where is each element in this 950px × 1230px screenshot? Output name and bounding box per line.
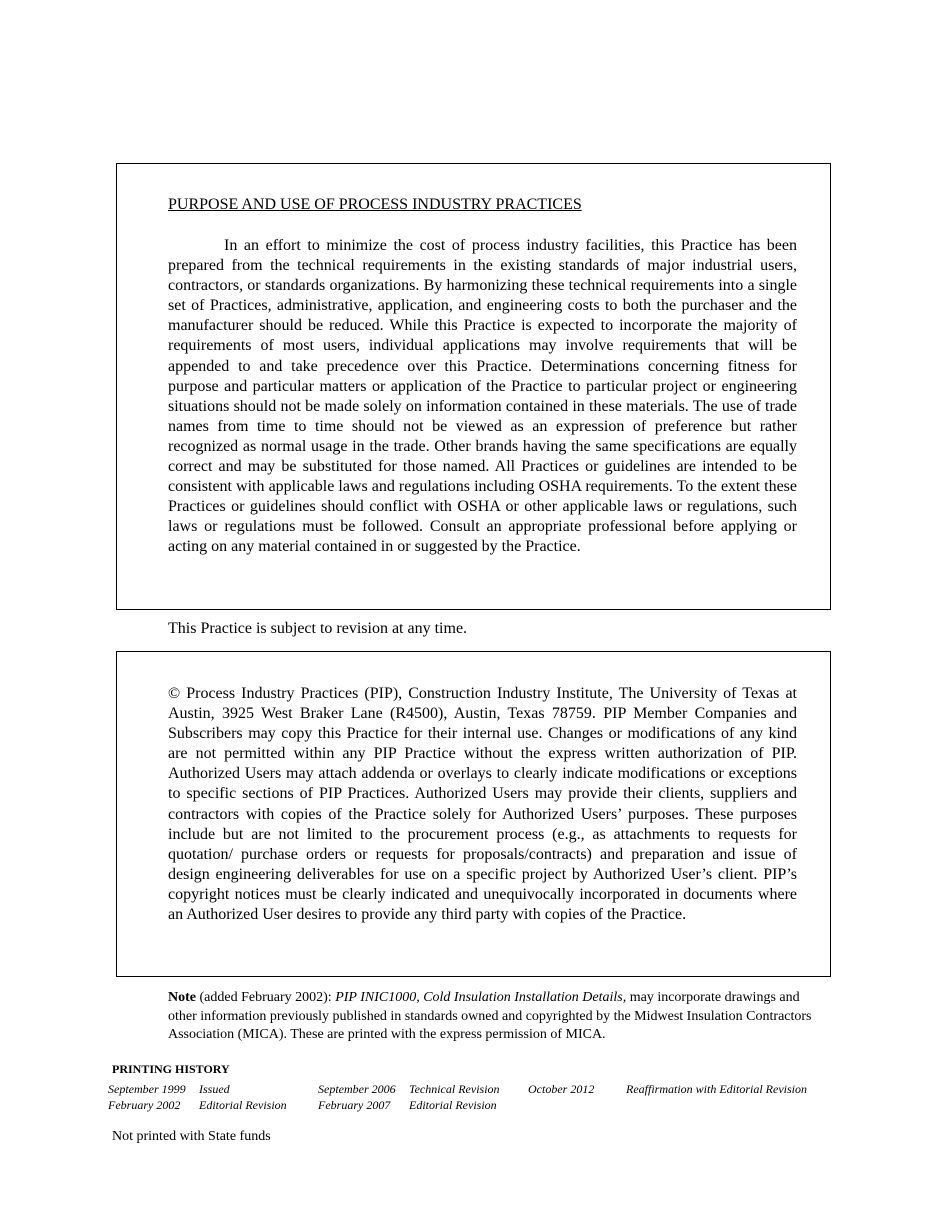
purpose-box	[116, 163, 831, 610]
purpose-heading: PURPOSE AND USE OF PROCESS INDUSTRY PRACTICES	[168, 196, 582, 213]
printing-history-title: PRINTING HISTORY	[112, 1062, 230, 1076]
history-date: February 2002	[108, 1098, 181, 1112]
note-document-title: PIP INIC1000, Cold Insulation Installation Details,	[335, 990, 627, 1005]
note-label: Note	[168, 990, 196, 1005]
note-added: (added February 2002):	[196, 990, 336, 1005]
history-date: October 2012	[528, 1082, 595, 1096]
history-desc: Editorial Revision	[409, 1098, 497, 1112]
history-desc: Editorial Revision	[199, 1098, 287, 1112]
purpose-paragraph: In an effort to minimize the cost of process industry facilities, this Practice has been prepared from the technical requirements in the existing standards of major industrial users, contractors, or standards organizations. By harmonizing these technical requirements into a single set of Practices, administrative, application, and engineering costs to both the purchaser and the manufacturer should be reduced. While this Practice is expected to incorporate the majority of requirements of most users, individual applications may involve requirements that will be appended to and take precedence over this Practice. Determinations concerning fitness for purpose and particular matters or application of the Practice to particular project or engineering situations should not be made solely on information contained in these materials. The use of trade names from time to time should not be viewed as an expression of preference but rather recognized as normal usage in the trade. Other brands having the same specifications are equally correct and may be substituted for those named. All Practices or guidelines are intended to be consistent with applicable laws and regulations including OSHA requirements. To the extent these Practices or guidelines should conflict with OSHA or other applicable laws or regulations, such laws or regulations must be followed. Consult an appropriate professional before applying or acting on any material contained in or suggested by the Practice.	[168, 237, 797, 556]
copyright-paragraph: © Process Industry Practices (PIP), Construction Industry Institute, The University of Texas at Austin, 3925 West Braker Lane (R4500), Austin, Texas 78759. PIP Member Companies and Subscribers may copy this Practice for their internal use. Changes or modifications of any kind are not permitted within any PIP Practice without the express written authorization of PIP. Authorized Users may attach addenda or overlays to clearly indicate modifications or exceptions to specific sections of PIP Practices. Authorized Users may provide their clients, suppliers and contractors with copies of the Practice solely for Authorized Users’ purposes. These purposes include but are not limited to the procurement process (e.g., as attachments to requests for quotation/ purchase orders or requests for proposals/contracts) and preparation and issue of design engineering deliverables for use on a specific project by Authorized User’s client. PIP’s copyright notices must be clearly indicated and unequivocally incorporated in documents where an Authorized User desires to provide any third party with copies of the Practice.	[168, 685, 797, 924]
history-desc: Reaffirmation with Editorial Revision	[626, 1082, 807, 1096]
history-desc: Technical Revision	[409, 1082, 500, 1096]
history-date: February 2007	[318, 1098, 391, 1112]
revision-note: This Practice is subject to revision at any time.	[168, 620, 468, 637]
history-date: September 2006	[318, 1082, 396, 1096]
history-date: September 1999	[108, 1082, 186, 1096]
mica-note	[168, 989, 813, 1045]
funds-note: Not printed with State funds	[112, 1129, 271, 1144]
copyright-box	[116, 651, 831, 977]
history-desc: Issued	[199, 1082, 230, 1096]
note-text: may incorporate drawings and other information previously published in standards owned and copyrighted by the Midwest Insulation Contractors Association (MICA). These are printed with the express permission of MICA.	[168, 990, 812, 1042]
